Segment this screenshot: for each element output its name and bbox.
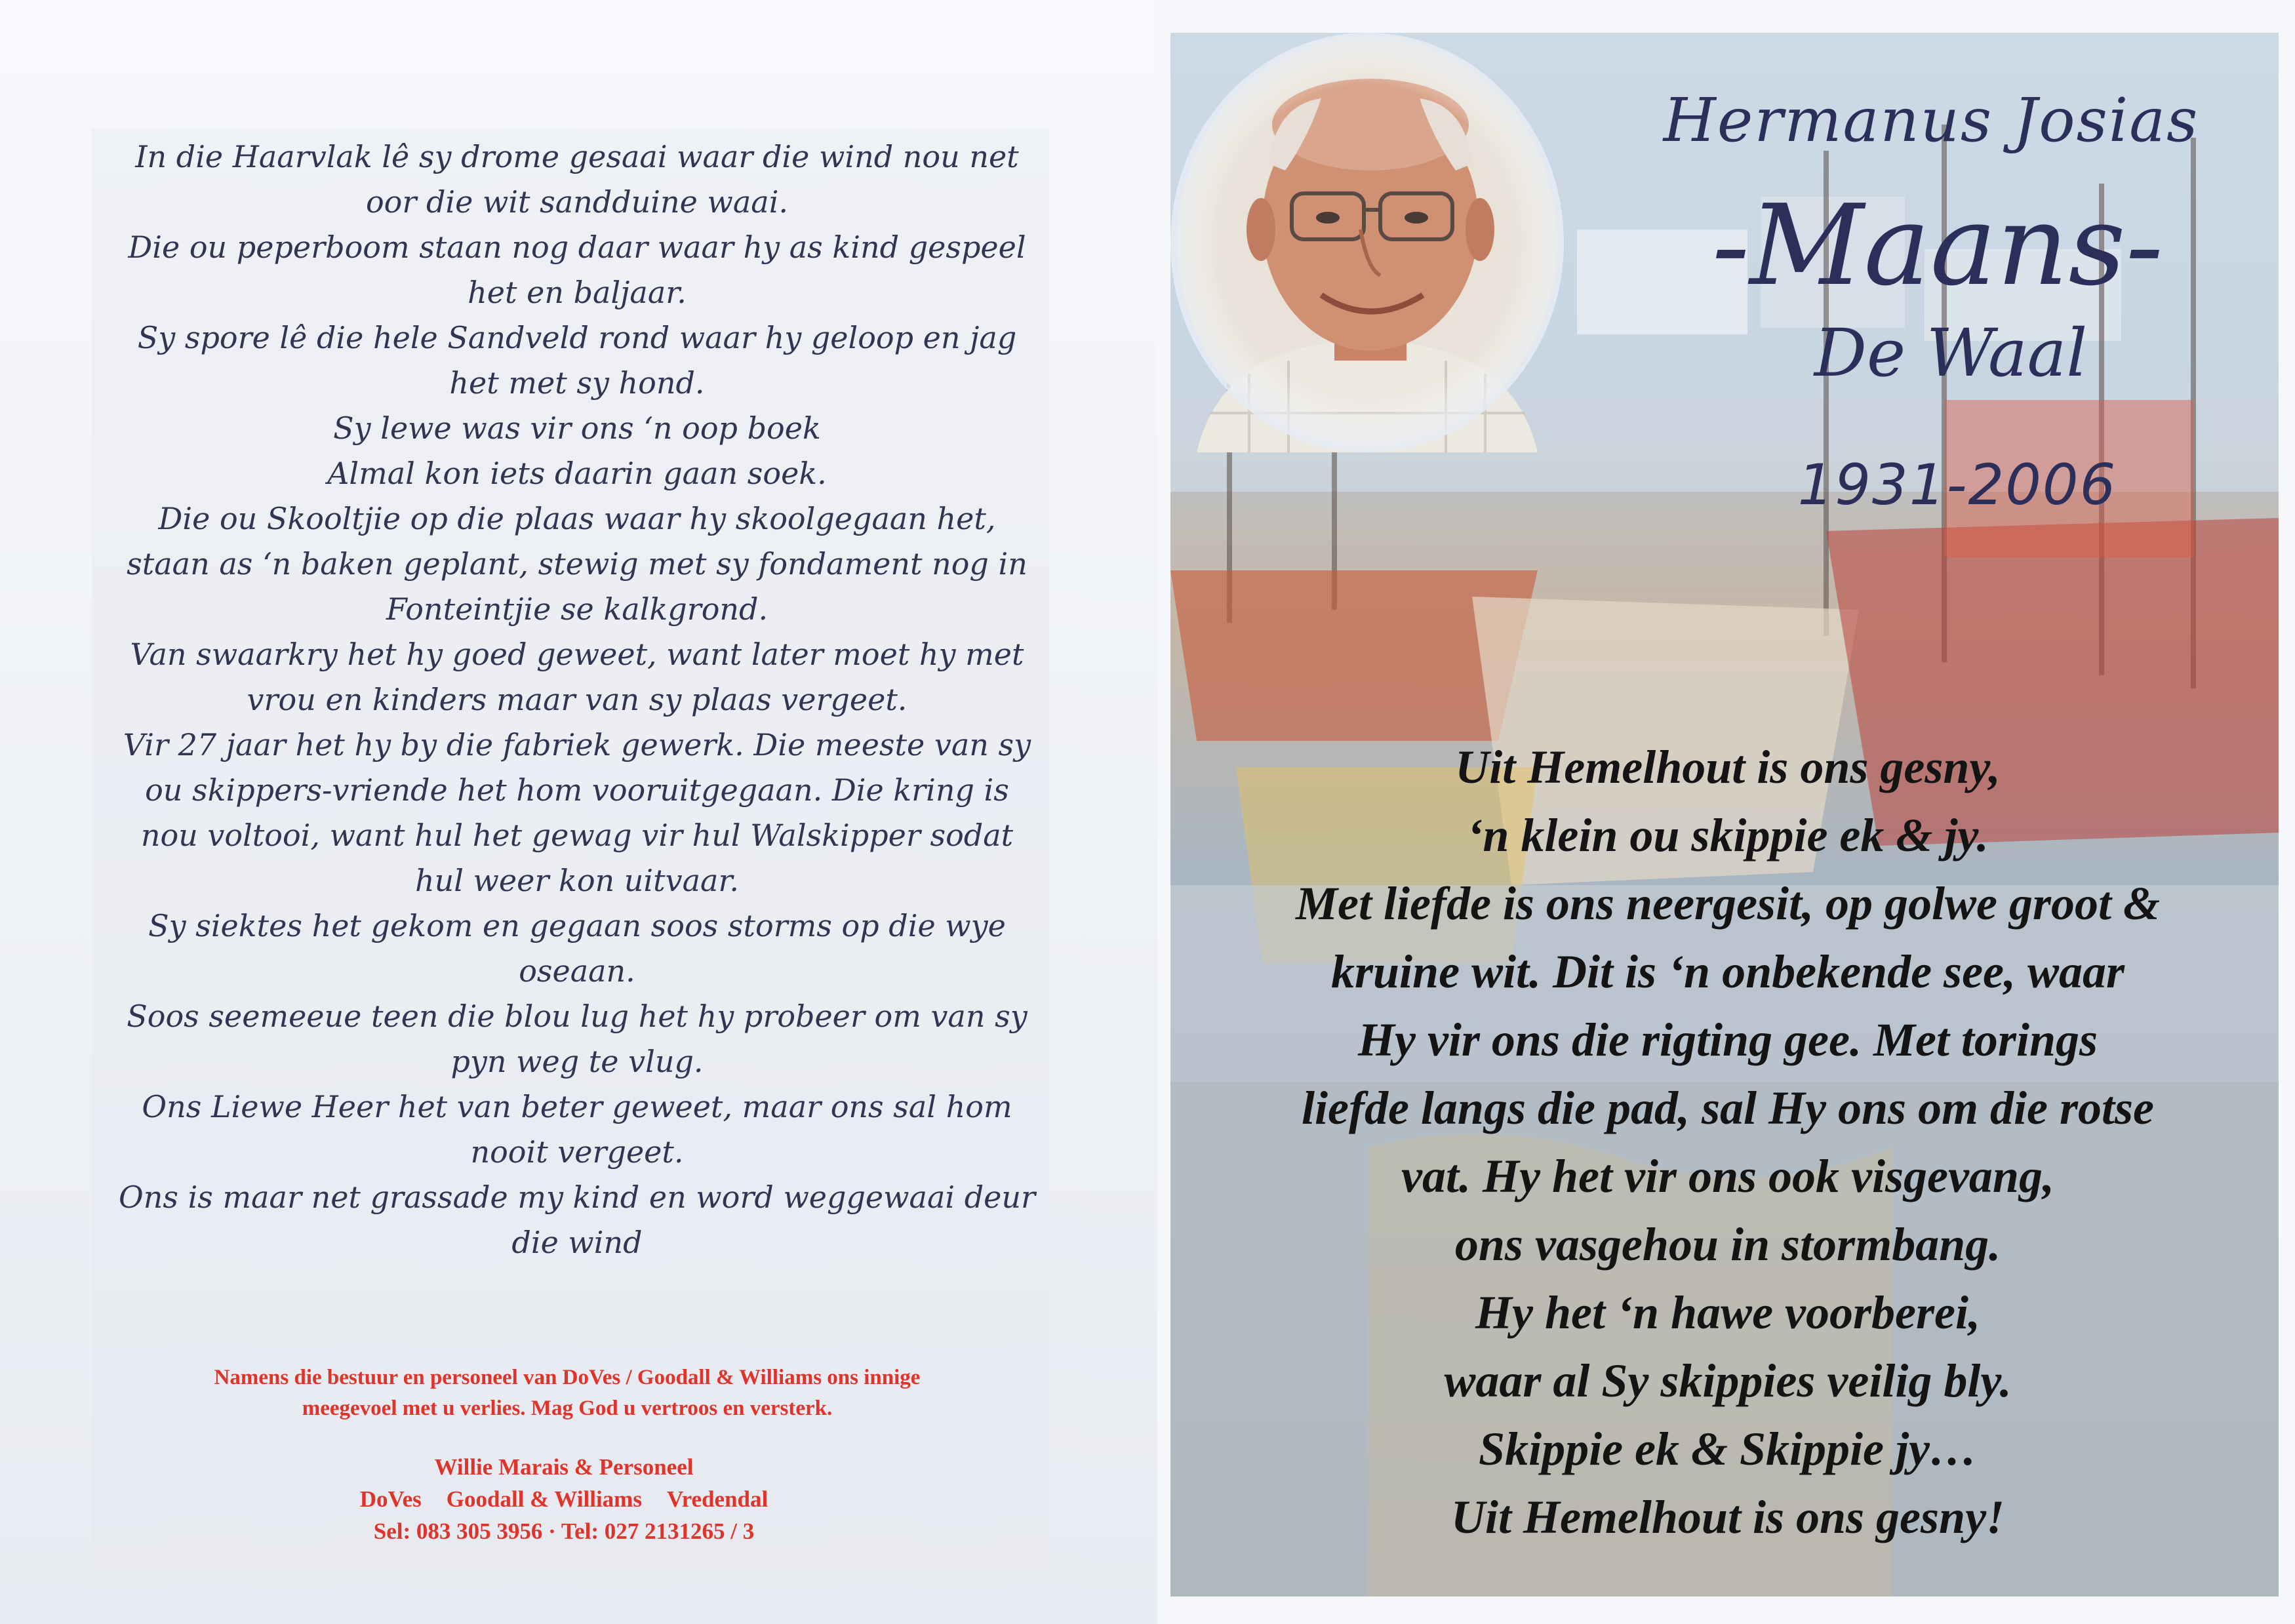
memorial-poem: [118, 134, 1036, 1265]
condolence-message: [98, 1362, 1036, 1424]
sender-block: [275, 1451, 852, 1547]
sender-town: Vredendal: [666, 1486, 768, 1512]
poem-line: die wind: [511, 1225, 643, 1260]
verse-line: vat. Hy het vir ons ook visgevang,: [1401, 1150, 2054, 1202]
poem-line: hul weer kon uitvaar.: [414, 863, 740, 898]
poem-line: Die ou Skooltjie op die plaas waar hy skoolgegaan het,: [158, 501, 996, 536]
poem-line: Almal kon iets daarin gaan soek.: [327, 456, 827, 491]
deceased-first-names: Hermanus Josias: [1663, 85, 2199, 155]
verse-line: Met liefde is ons neergesit, op golwe groot &: [1296, 877, 2160, 930]
deceased-surname-suffix: De Waal: [1814, 315, 2088, 391]
verse-line: kruine wit. Dit is ‘n onbekende see, waar: [1330, 945, 2125, 998]
poem-line: Sy spore lê die hele Sandveld rond waar hy geloop en jag: [137, 320, 1017, 355]
poem-line: Van swaarkry het hy goed geweet, want later moet hy met: [130, 637, 1024, 672]
poem-line: nooit vergeet.: [470, 1134, 684, 1170]
life-years: 1931-2006: [1797, 452, 2117, 518]
poem-line: Sy siektes het gekom en gegaan soos storms op die wye: [148, 908, 1006, 943]
verse-line: ons vasgehou in stormbang.: [1454, 1218, 2001, 1271]
verse-line: Skippie ek & Skippie jy…: [1479, 1423, 1977, 1475]
poem-line: Ons Liewe Heer het van beter geweet, maar ons sal hom: [142, 1089, 1012, 1124]
poem-line: Fonteintjie se kalkgrond.: [386, 591, 768, 627]
poem-line: Sy lewe was vir ons ‘n oop boek: [333, 410, 821, 446]
poem-line: Vir 27 jaar het hy by die fabriek gewerk. Die meeste van sy: [123, 727, 1031, 762]
poem-line: pyn weg te vlug.: [450, 1044, 704, 1079]
poem-line: oor die wit sandduine waai.: [365, 184, 789, 220]
poem-line: In die Haarvlak lê sy drome gesaai waar die wind nou net: [135, 139, 1019, 174]
verse-line: waar al Sy skippies veilig bly.: [1444, 1355, 2012, 1407]
verse-line: Hy het ‘n hawe voorberei,: [1475, 1286, 1980, 1339]
poem-line: ou skippers-vriende het hom vooruitgegaan. Die kring is: [145, 772, 1009, 808]
verse-line: ‘n klein ou skippie ek & jy.: [1467, 809, 1989, 862]
verse-line: Uit Hemelhout is ons gesny!: [1450, 1491, 2005, 1543]
company-doves: DoVes: [359, 1486, 422, 1512]
poem-line: het en baljaar.: [468, 275, 687, 310]
memorial-verse: [1203, 733, 2252, 1551]
poem-line: Die ou peperboom staan nog daar waar hy as kind gespeel: [128, 229, 1026, 265]
sender-companies: [275, 1483, 852, 1515]
deceased-surname: -Maans-: [1711, 181, 2164, 311]
verse-line: liefde langs die pad, sal Hy ons om die rotse: [1302, 1082, 2154, 1134]
company-goodall-williams: Goodall & Williams: [446, 1486, 642, 1512]
sender-contact: Sel: 083 305 3956 · Tel: 027 2131265 / 3: [373, 1518, 755, 1544]
poem-line: nou voltooi, want hul het gewag vir hul Walskipper sodat: [140, 818, 1014, 853]
verse-line: Uit Hemelhout is ons gesny,: [1455, 741, 2001, 793]
condolence-line: Namens die bestuur en personeel van DoVes / Goodall & Williams ons innige: [214, 1366, 921, 1389]
poem-line: Soos seemeeue teen die blou lug het hy probeer om van sy: [127, 999, 1028, 1034]
poem-line: vrou en kinders maar van sy plaas vergeet.: [247, 682, 908, 717]
verse-line: Hy vir ons die rigting gee. Met torings: [1357, 1014, 2098, 1066]
poem-line: het met sy hond.: [449, 365, 705, 401]
poem-line: oseaan.: [519, 953, 635, 989]
portrait-photo: [1170, 33, 1564, 452]
condolence-line: meegevoel met u verlies. Mag God u vertroos en versterk.: [302, 1396, 833, 1420]
right-page: [1157, 0, 2295, 1624]
poem-line: Ons is maar net grassade my kind en word weggewaai deur: [119, 1179, 1035, 1215]
poem-line: staan as ‘n baken geplant, stewig met sy fondament nog in: [127, 546, 1028, 582]
sender-name: Willie Marais & Personeel: [434, 1454, 694, 1480]
